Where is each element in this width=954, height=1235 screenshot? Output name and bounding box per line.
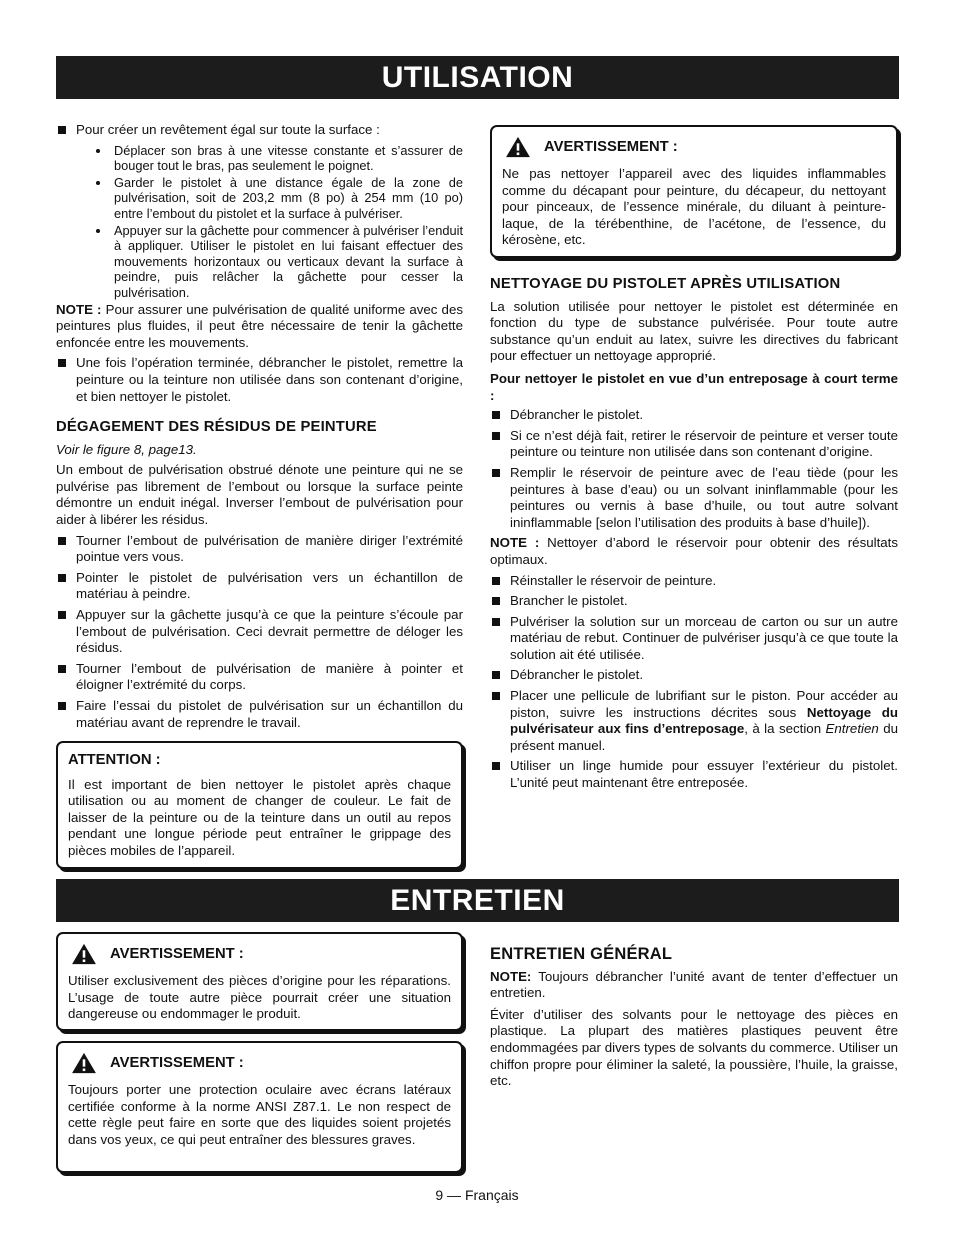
box-header <box>68 943 451 965</box>
bold-intro: Pour nettoyer le pistolet en vue d’un entreposage à court terme : <box>490 370 898 403</box>
section-heading: ENTRETIEN GÉNÉRAL <box>490 945 673 963</box>
list-item: Remplir le réservoir de peinture avec de l’eau tiède (pour les peintures à base d’eau) ou un solvant ininflammable (pour les peintures ou vernis à base d’huile, ou tout autre solvant ininflammable [selon l’utilisation des produits à base d’huile]). <box>490 465 898 531</box>
list-item: Utiliser un linge humide pour essuyer l’extérieur du pistolet. L’unité peut maintenant être entreposée. <box>490 758 898 791</box>
figure-reference: Voir le figure 8, page13. <box>56 441 197 457</box>
box-text: Utiliser exclusivement des pièces d’origine pour les réparations. L’usage de toute autre pièce pourrait créer une situation dangereuse ou endommager le produit. <box>68 973 451 1022</box>
right-column <box>490 276 898 796</box>
list-item: Débrancher le pistolet. <box>490 407 898 424</box>
box-header <box>502 136 886 158</box>
entretien-banner: ENTRETIEN <box>56 879 899 922</box>
list-item: Déplacer son bras à une vitesse constante et s’assurer de bouger tout le bras, pas seulement le poignet. <box>86 143 463 174</box>
box-title: AVERTISSEMENT : <box>544 138 678 155</box>
list-item: Pointer le pistolet de pulvérisation vers un échantillon de matériau à peindre. <box>56 570 463 603</box>
attention-box <box>56 741 463 869</box>
warning-box-cleaning <box>490 125 898 258</box>
warning-triangle-icon <box>70 1052 98 1074</box>
section-heading: DÉGAGEMENT DES RÉSIDUS DE PEINTURE <box>56 419 377 436</box>
section-heading: NETTOYAGE DU PISTOLET APRÈS UTILISATION <box>490 276 841 292</box>
box-text: Ne pas nettoyer l’appareil avec des liquides inflammables comme du décapant pour peinture, du décapeur, du nettoyant pour pinceaux, de l’essence minérale, du diluant à peinture-laque, de la térébenthine, de l’acétone, de l’essence, du kérosène, etc. <box>502 166 886 248</box>
paragraph: Éviter d’utiliser des solvants pour le nettoyage des pièces en plastique. La plupart des matières plastiques peuvent être endommagées par divers types de solvants du commerce. Utiliser un chiffon propre pour éliminer la saleté, la poussière, l’huile, la graisse, etc. <box>490 1006 898 1089</box>
list-item: Une fois l’opération terminée, débrancher le pistolet, remettre la peinture ou la teinture non utilisée dans son contenant d’origine, et bien nettoyer le pistolet. <box>56 355 463 405</box>
paragraph: La solution utilisée pour nettoyer le pistolet est déterminée en fonction du type de substance pulvérisée. Pour toute autre substance qu’un enduit au latex, suivre les directives du fabricant pour effectuer un nettoyage approprié. <box>490 298 898 364</box>
entretien-column <box>490 946 898 1094</box>
list-item: Pulvériser la solution sur un morceau de carton ou sur un autre matériau de rebut. Continuer de pulvériser jusqu’à ce que toute la solution ait été utilisée. <box>490 614 898 664</box>
list-item: Tourner l’embout de pulvérisation de manière diriger l’extrémité pointue vers vous. <box>56 533 463 566</box>
list-item: Faire l’essai du pistolet de pulvérisation sur un échantillon du matériau avant de reprendre le travail. <box>56 698 463 731</box>
box-text: Il est important de bien nettoyer le pistolet après chaque utilisation ou au moment de changer de couleur. Le fait de laisser de la peinture ou de la teinture dans un outil au repos pendant une longue période peut entraîner le grippage des pièces mobiles de l’appareil. <box>68 776 451 858</box>
page-footer: 9 — Français <box>435 1187 519 1203</box>
warning-box-parts <box>56 932 463 1031</box>
list-item: Si ce n’est déjà fait, retirer le réservoir de peinture et verser toute peinture ou teinture non utilisée dans son contenant d’origine. <box>490 428 898 461</box>
list-item: Pour créer un revêtement égal sur toute la surface : <box>56 122 463 139</box>
list-item: Débrancher le pistolet. <box>490 667 898 684</box>
note: NOTE : Nettoyer d’abord le réservoir pour obtenir des résultats optimaux. <box>490 535 899 567</box>
list-item: Tourner l’embout de pulvérisation de manière à pointer et éloigner l’extrémité du corps. <box>56 661 463 694</box>
paragraph: Un embout de pulvérisation obstrué dénote une peinture qui ne se pulvérise pas librement de l’embout ou lorsque la surface peinte démontre un enduit inégal. Inverser l’embout de pulvérisation pour aider à libérer les résidus. <box>56 462 463 528</box>
note: NOTE: Toujours débrancher l’unité avant de tenter d’effectuer un entretien. <box>490 968 898 1001</box>
box-header <box>68 1052 451 1074</box>
box-text: Toujours porter une protection oculaire avec écrans latéraux certifiée conforme à la norme ANSI Z87.1. Le non respect de cette règle peut faire en sorte que des liquides soient projetés dans vos yeux, ce qui peut entraîner des blessures graves. <box>68 1082 451 1147</box>
list-item: Placer une pellicule de lubrifiant sur le piston. Pour accéder au piston, suivre les instructions décrites sous Nettoyage du pulvérisateur aux fins d’entreposage, à la section Entretien du présent manuel. <box>490 688 898 754</box>
note: NOTE : Pour assurer une pulvérisation de qualité uniforme avec des peintures plus fluides, il peut être nécessaire de tenir la gâchette enfoncée entre les mouvements. <box>56 301 463 350</box>
box-title: AVERTISSEMENT : <box>110 1054 244 1071</box>
utilisation-banner: UTILISATION <box>56 56 899 99</box>
list-item: Réinstaller le réservoir de peinture. <box>490 573 898 590</box>
list-item: Brancher le pistolet. <box>490 593 898 610</box>
list-item: Appuyer sur la gâchette pour commencer à pulvériser l’enduit à appliquer. Utiliser le pistolet en lui faisant effectuer des mouvements horizontaux ou verticaux devant la surface à peindre, puis relâcher la gâchette pour cesser la pulvérisation. <box>86 223 463 301</box>
list-item: Appuyer sur la gâchette jusqu’à ce que la peinture s’écoule par l’embout de pulvérisation. Ceci devrait permettre de déloger les résidus. <box>56 607 463 657</box>
box-title: AVERTISSEMENT : <box>110 945 244 962</box>
left-column <box>56 122 463 735</box>
list-item: Garder le pistolet à une distance égale de la zone de pulvérisation, soit de 203,2 mm (8 po) à 254 mm (10 po) entre l’embout du pistolet et la surface à pulvériser. <box>86 175 463 222</box>
warning-triangle-icon <box>70 943 98 965</box>
warning-box-eye-protection <box>56 1041 463 1173</box>
box-title: ATTENTION : <box>68 752 161 768</box>
warning-triangle-icon <box>504 136 532 158</box>
